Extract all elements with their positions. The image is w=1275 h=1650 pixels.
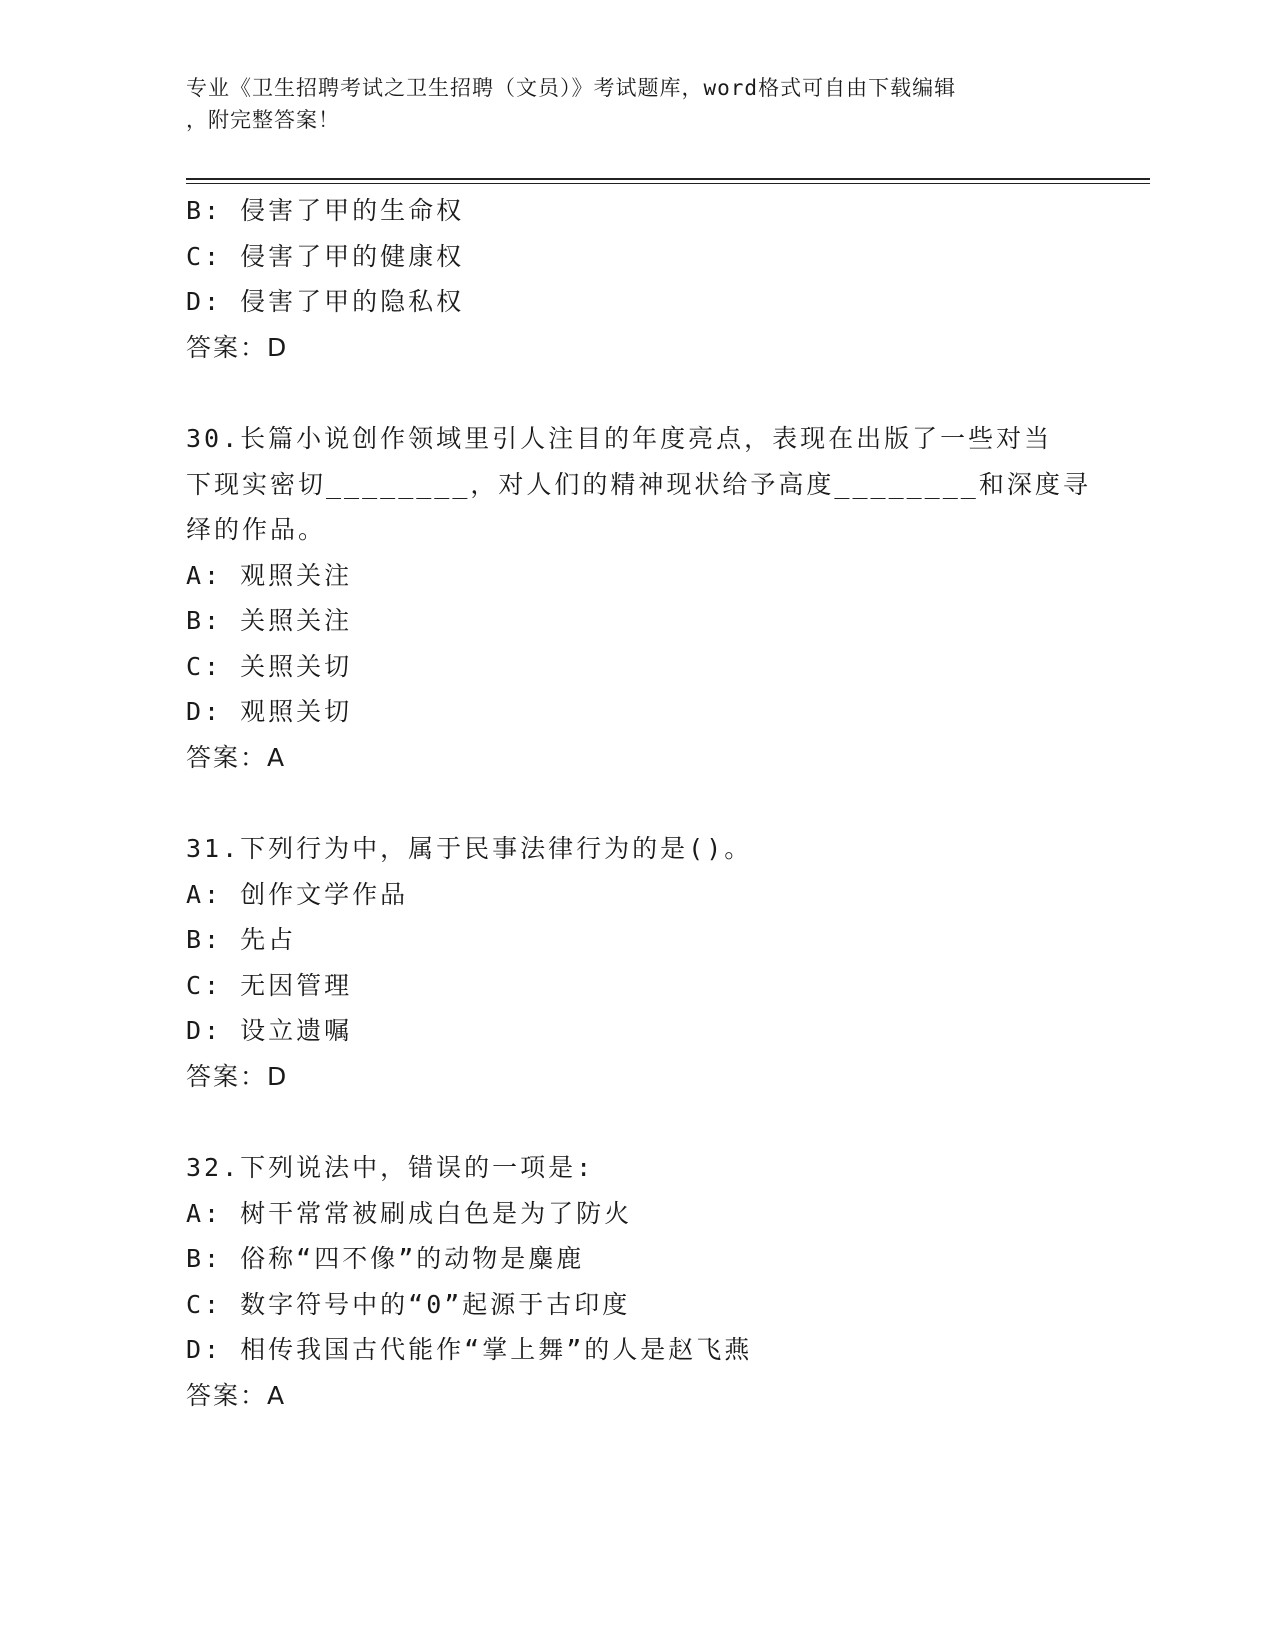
option-d: D: 设立遗嘱 [186,1016,353,1045]
answer-line: 答案：D [186,1061,289,1091]
option-c: C: 关照关切 [186,651,353,681]
question-29 [186,188,1086,370]
question-30 [186,416,1091,780]
option-c: C: 无因管理 [186,970,353,1000]
option-b: B: 关照关注 [186,606,353,635]
header-rule [186,178,1150,180]
option-c: C: 数字符号中的“0”起源于古印度 [186,1289,631,1319]
option-b: B: 俗称“四不像”的动物是麋鹿 [186,1244,585,1273]
option-c: C: 侵害了甲的健康权 [186,241,465,271]
spacer [186,780,1086,826]
question-31 [186,826,1086,1099]
question-32 [186,1145,1086,1418]
option-b: B: 侵害了甲的生命权 [186,196,465,225]
option-a: A: 树干常常被刷成白色是为了防火 [186,1198,633,1228]
header-rule-secondary [186,183,1150,184]
answer-line: 答案：D [186,332,289,362]
spacer [186,370,1086,416]
option-d: D: 相传我国古代能作“掌上舞”的人是赵飞燕 [186,1335,753,1364]
header-line-1: 专业《卫生招聘考试之卫生招聘（文员）》考试题库，word格式可自由下载编辑 [186,76,957,100]
question-stem-line-3: 绎的作品。 [186,515,327,544]
question-stem-line-1: 30.长篇小说创作领域里引人注目的年度亮点，表现在出版了一些对当 [186,424,1053,453]
option-a: A: 创作文学作品 [186,879,409,909]
question-stem: 31.下列行为中，属于民事法律行为的是()。 [186,834,753,863]
option-d: D: 观照关切 [186,697,353,726]
answer-line: 答案：A [186,1380,287,1410]
question-list [186,188,1091,1418]
answer-line: 答案：A [186,742,287,772]
spacer [186,1099,1086,1145]
question-stem-line-2: 下现实密切________，对人们的精神现状给予高度________和深度寻 [186,469,1091,499]
option-a: A: 观照关注 [186,560,353,590]
page-header [186,72,1066,136]
option-d: D: 侵害了甲的隐私权 [186,287,465,316]
question-stem: 32.下列说法中，错误的一项是: [186,1153,595,1182]
header-line-2: ，附完整答案！ [186,108,340,132]
option-b: B: 先占 [186,925,297,954]
